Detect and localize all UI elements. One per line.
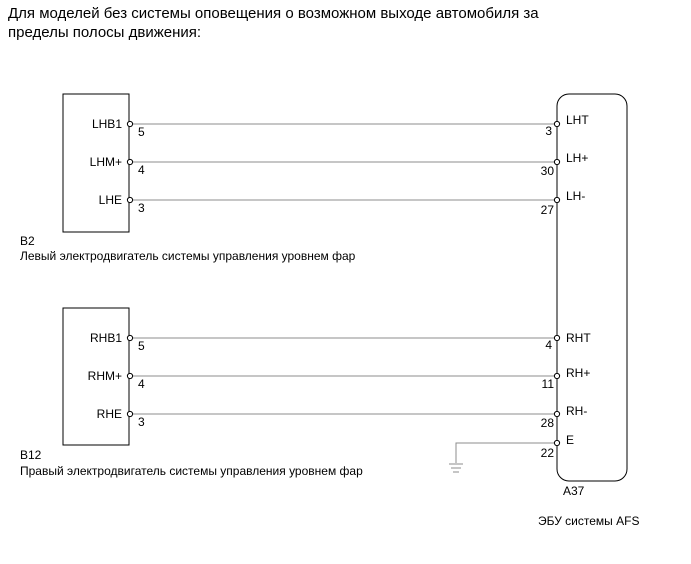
terminal-e [554,440,559,445]
ecu-pin-number-rht: 4 [545,338,552,352]
title-line-2: пределы полосы движения: [8,24,202,41]
terminal-lhm [127,159,132,164]
pin-number-lhe: 3 [138,201,145,215]
b12-description: Правый электродвигатель системы управления уровнем фар [20,464,363,478]
ecu-pin-number-lht: 3 [545,124,552,138]
terminal-rht [554,335,559,340]
terminal-rhb1 [127,335,132,340]
pin-number-rhb1: 5 [138,339,145,353]
ecu-pin-number-lh-minus: 27 [540,203,554,217]
pin-name-lhm: LHM+ [89,155,122,169]
wires [132,124,554,463]
b2-code: B2 [20,234,35,248]
ecu-pin-name-e: E [566,433,575,447]
terminals [127,121,559,445]
pin-name-rhe: RHE [96,407,122,421]
b2-description: Левый электродвигатель системы управления уровнем фар [20,249,356,263]
pin-name-lhe: LHE [98,193,122,207]
ecu-pin-name-rh-minus: RH- [566,404,588,418]
terminal-lhe [127,197,132,202]
ecu-code: A37 [563,484,585,498]
ecu-pin-name-lht: LHT [566,113,589,127]
ecu-pin-number-rh-plus: 11 [541,377,554,391]
pin-number-rhm: 4 [138,377,145,391]
ecu-pin-name-lh-plus: LH+ [566,151,589,165]
ecu-pin-number-rh-minus: 28 [540,416,554,430]
ecu-pin-name-lh-minus: LH- [566,189,586,203]
terminal-rh-minus [554,411,559,416]
terminal-rhe [127,411,132,416]
ecu-pin-number-e: 22 [540,446,554,460]
ecu-pin-name-rht: RHT [566,331,591,345]
pin-name-rhm: RHM+ [87,369,122,383]
terminal-lh-plus [554,159,559,164]
terminal-lht [554,121,559,126]
pin-number-rhe: 3 [138,415,145,429]
title-line-1: Для моделей без системы оповещения о возможном выходе автомобиля за [8,5,539,22]
pin-number-lhb1: 5 [138,125,145,139]
ground-icon [449,464,463,472]
pin-name-rhb1: RHB1 [89,331,122,345]
terminal-rh-plus [554,373,559,378]
pin-name-lhb1: LHB1 [91,117,122,131]
ecu-pin-number-lh-plus: 30 [540,164,554,178]
terminal-rhm [127,373,132,378]
ecu-pin-name-rh-plus: RH+ [566,366,591,380]
terminal-lhb1 [127,121,132,126]
pin-number-lhm: 4 [138,163,145,177]
b12-code: B12 [20,448,42,462]
ecu-description: ЭБУ системы AFS [538,514,640,528]
wire-ground [456,443,554,463]
terminal-lh-minus [554,197,559,202]
